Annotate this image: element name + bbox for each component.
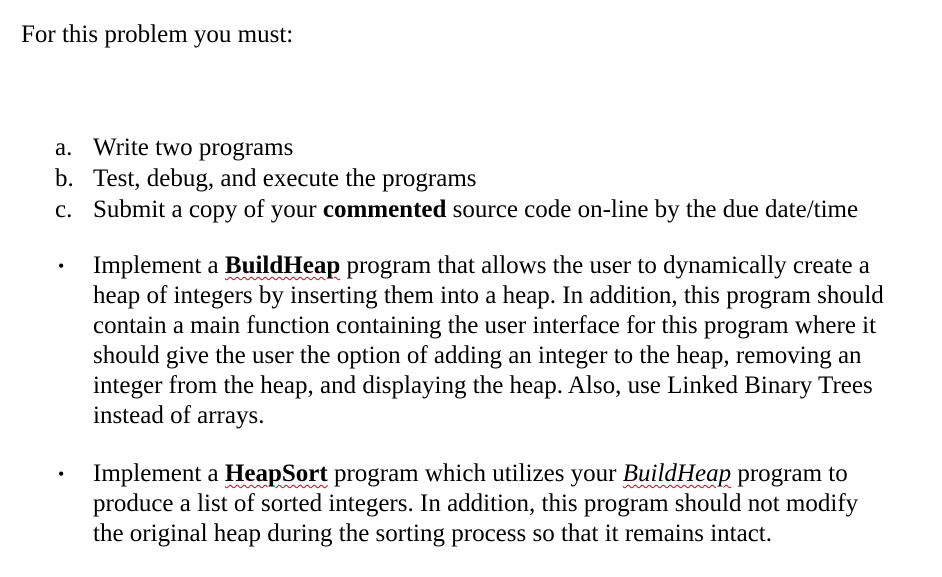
text-run: program that allows the user to dynamically create a bbox=[340, 252, 870, 279]
step-marker: a. bbox=[55, 134, 73, 161]
step-item-a bbox=[0, 133, 858, 164]
paragraph-line: instead of arrays. bbox=[93, 402, 265, 429]
text-run: Implement a bbox=[93, 460, 225, 487]
requirement-heapsort bbox=[0, 459, 942, 549]
text-run: Implement a bbox=[93, 252, 225, 279]
step-item-c bbox=[0, 195, 858, 226]
paragraph-line: heap of integers by inserting them into a heap. In addition, this program should bbox=[93, 282, 884, 309]
bullet-dot: • bbox=[58, 256, 65, 276]
program-name-heapsort: HeapSort bbox=[224, 460, 328, 487]
paragraph-line: integer from the heap, and displaying the heap. Also, use Linked Binary Trees bbox=[93, 372, 873, 399]
step-marker: c. bbox=[55, 196, 73, 223]
bullet-dot: • bbox=[58, 464, 65, 484]
program-ref-buildheap: BuildHeap bbox=[622, 460, 732, 487]
step-item-b bbox=[0, 164, 858, 195]
step-text: Write two programs bbox=[93, 134, 294, 161]
paragraph-line bbox=[93, 459, 930, 489]
paragraph-line: contain a main function containing the user interface for this program where it bbox=[93, 312, 877, 339]
paragraph-line: produce a list of sorted integers. In addition, this program should not modify bbox=[93, 490, 859, 517]
paragraph-line: should give the user the option of adding an integer to the heap, removing an bbox=[93, 342, 862, 369]
requirement-buildheap bbox=[0, 251, 942, 431]
text-run: program to bbox=[731, 460, 848, 487]
text-run: program which utilizes your bbox=[327, 460, 623, 487]
step-text-bold: commented bbox=[322, 196, 447, 223]
step-text-post: source code on-line by the due date/time bbox=[446, 196, 859, 223]
paragraph-line bbox=[93, 251, 930, 281]
step-marker: b. bbox=[55, 165, 74, 192]
steps-list bbox=[0, 133, 858, 226]
requirements-list bbox=[0, 251, 942, 577]
step-text-pre: Submit a copy of your bbox=[93, 196, 323, 223]
paragraph-line: the original heap during the sorting process so that it remains intact. bbox=[93, 520, 773, 547]
step-text: Test, debug, and execute the programs bbox=[93, 165, 477, 192]
program-name-buildheap: BuildHeap bbox=[224, 252, 341, 279]
intro-text: For this problem you must: bbox=[21, 21, 294, 48]
